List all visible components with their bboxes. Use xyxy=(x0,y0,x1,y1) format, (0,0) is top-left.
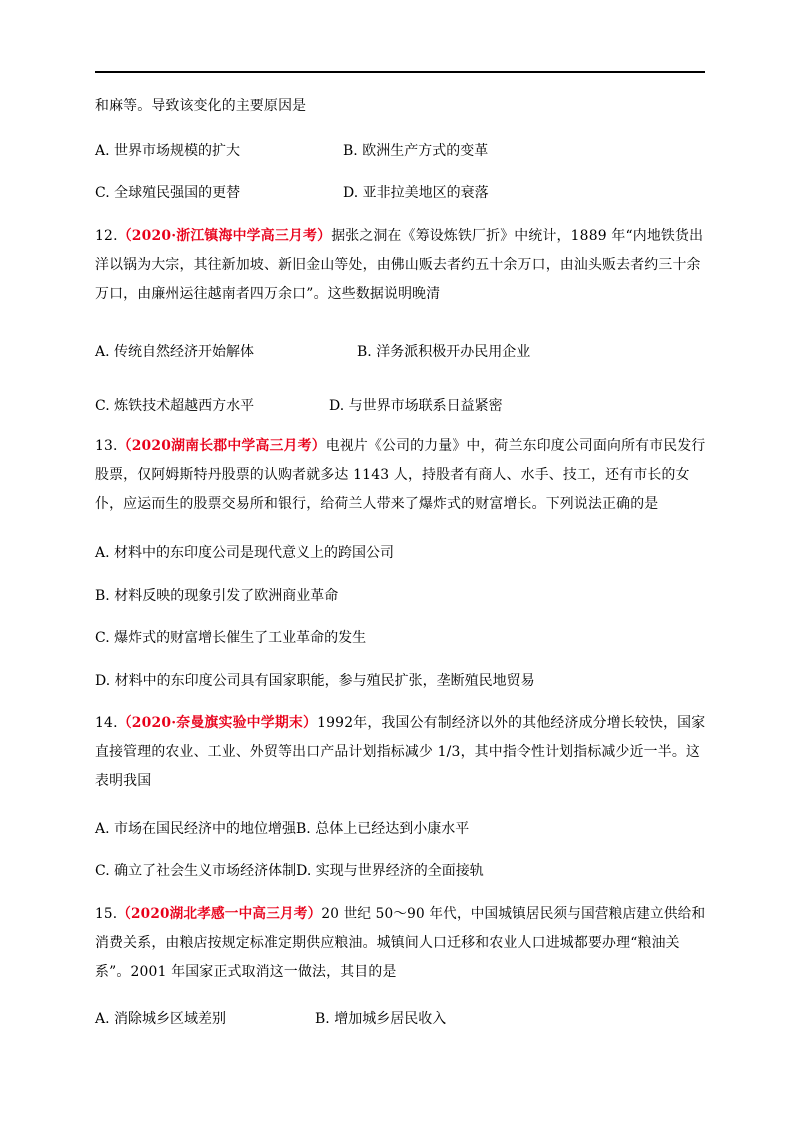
q11-option-a: A. 世界市场规模的扩大 xyxy=(95,143,241,159)
q12-number: 12. xyxy=(95,228,118,244)
q15-source: （2020湖北孝感一中高三月考） xyxy=(117,906,322,922)
q13-option-b: B. 材料反映的现象引发了欧洲商业革命 xyxy=(95,588,339,604)
header-rule xyxy=(95,71,705,73)
q11-option-b: B. 欧洲生产方式的变革 xyxy=(343,143,489,159)
q13-stem-line-3: 仆，应运而生的股票交易所和银行，给荷兰人带来了爆炸式的财富增长。下列说法正确的是 xyxy=(95,496,659,512)
q13-option-c: C. 爆炸式的财富增长催生了工业革命的发生 xyxy=(95,630,367,646)
q12-option-a: A. 传统自然经济开始解体 xyxy=(95,344,255,360)
q14-options-ab: A. 市场在国民经济中的地位增强B. 总体上已经达到小康水平 xyxy=(95,821,470,837)
q13-stem-line-1 xyxy=(95,436,704,456)
q12-text-1: 据张之洞在《筹设炼铁厂折》中统计，1889 年“内地铁货出 xyxy=(331,228,704,244)
q14-stem-line-1 xyxy=(95,713,705,733)
q13-source: （2020湖南长郡中学高三月考） xyxy=(117,438,326,454)
q14-number: 14. xyxy=(95,715,118,731)
q13-number: 13. xyxy=(95,438,118,454)
q15-stem-line-1 xyxy=(95,904,706,924)
q14-stem-line-3: 表明我国 xyxy=(95,773,152,789)
q11-option-c: C. 全球殖民强国的更替 xyxy=(95,185,241,201)
q15-option-a: A. 消除城乡区域差别 xyxy=(95,1011,227,1027)
q13-stem-line-2: 股票，仅阿姆斯特丹股票的认购者就多达 1143 人，持股者有商人、水手、技工，还有市长的女 xyxy=(95,467,690,483)
q12-source: （2020·浙江镇海中学高三月考） xyxy=(117,228,332,244)
q15-stem-line-2: 消费关系，由粮店按规定标准定期供应粮油。城镇间人口迁移和农业人口进城都要办理“粮油关 xyxy=(95,935,680,951)
q13-option-d: D. 材料中的东印度公司具有国家职能，参与殖民扩张，垄断殖民地贸易 xyxy=(95,673,535,689)
q15-text-1: 20 世纪 50～90 年代，中国城镇居民须与国营粮店建立供给和 xyxy=(321,906,706,922)
q15-stem-line-3: 系”。2001 年国家正式取消这一做法，其目的是 xyxy=(95,964,397,980)
q14-source: （2020·奈曼旗实验中学期末） xyxy=(117,715,318,731)
q12-stem-line-1 xyxy=(95,226,705,246)
q14-options-cd: C. 确立了社会生义市场经济体制D. 实现与世界经济的全面接轨 xyxy=(95,863,484,879)
continued-question-text: 和麻等。导致该变化的主要原因是 xyxy=(95,98,307,114)
q12-option-c: C. 炼铁技术超越西方水平 xyxy=(95,398,255,414)
q13-text-1: 电视片《公司的力量》中，荷兰东印度公司面向所有市民发行 xyxy=(325,438,706,454)
q14-stem-line-2: 直接管理的农业、工业、外贸等出口产品计划指标减少 1/3，其中指令性计划指标减少近一半。这 xyxy=(95,744,701,760)
q12-stem-line-3: 万口，由廉州运往越南者四万余口”。这些数据说明晚清 xyxy=(95,286,441,302)
q12-option-b: B. 洋务派积极开办民用企业 xyxy=(357,344,531,360)
q11-option-d: D. 亚非拉美地区的衰落 xyxy=(343,185,489,201)
q12-option-d: D. 与世界市场联系日益紧密 xyxy=(329,398,503,414)
q14-text-1: 1992年，我国公有制经济以外的其他经济成分增长较快，国家 xyxy=(317,715,706,731)
q15-option-b: B. 增加城乡居民收入 xyxy=(315,1011,447,1027)
q15-number: 15. xyxy=(95,906,118,922)
q12-stem-line-2: 洋以锅为大宗，其往新加坡、新旧金山等处，由佛山贩去者约五十余万口，由汕头贩去者约三十余 xyxy=(95,257,701,273)
q13-option-a: A. 材料中的东印度公司是现代意义上的跨国公司 xyxy=(95,545,395,561)
